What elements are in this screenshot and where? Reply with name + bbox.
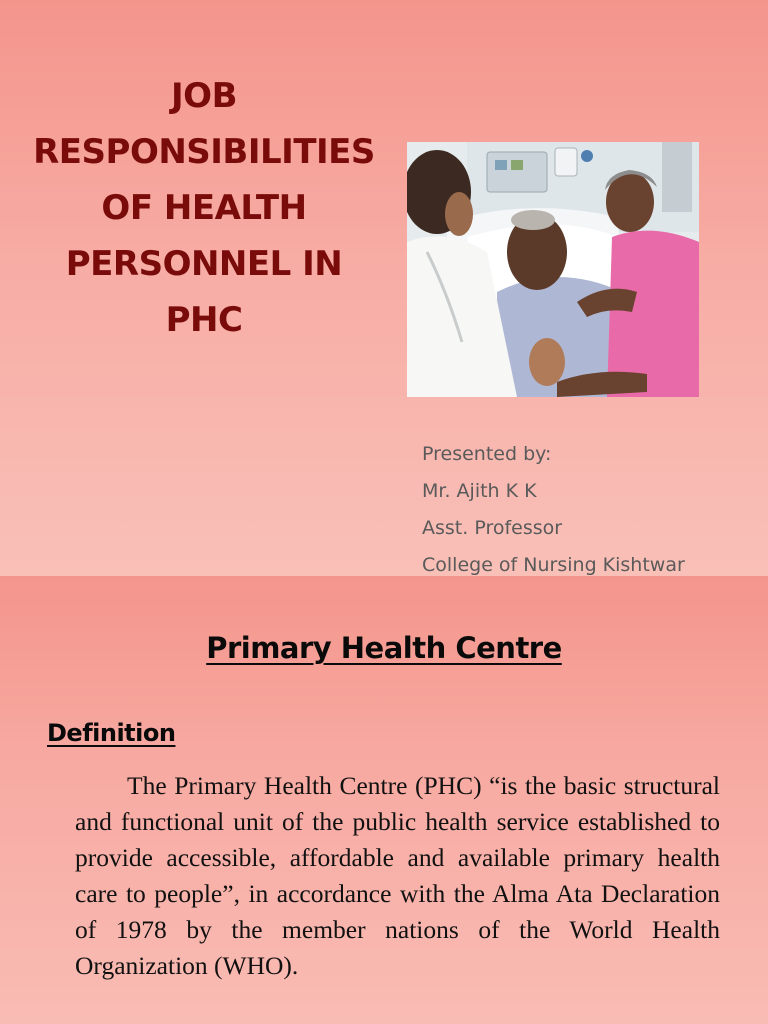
title-line: RESPONSIBILITIES	[33, 132, 375, 172]
slide-heading: Primary Health Centre	[206, 631, 562, 665]
content-slide	[0, 576, 768, 1024]
presenter-name: Mr. Ajith K K	[422, 480, 537, 502]
presenter-designation: Asst. Professor	[422, 517, 563, 539]
title-line: PERSONNEL IN	[65, 244, 343, 284]
title-line: PHC	[165, 300, 243, 340]
title-line: OF HEALTH	[101, 188, 307, 228]
definition-heading: Definition	[47, 719, 176, 747]
definition-text: The Primary Health Centre (PHC) “is the basic structural and functional unit of the public health service established to provide accessible, affordable and available primary health care to people”, in accordance with the Alma Ata Declaration of 1978 by the member nations of the World Health Organization (WHO).	[75, 771, 720, 980]
slide-title	[18, 68, 390, 348]
presenter-info	[422, 436, 685, 576]
doctor-patient-photo	[407, 142, 699, 397]
presenter-label: Presented by:	[422, 443, 552, 465]
presenter-institution: College of Nursing Kishtwar	[422, 554, 685, 576]
title-line: JOB	[171, 76, 237, 116]
